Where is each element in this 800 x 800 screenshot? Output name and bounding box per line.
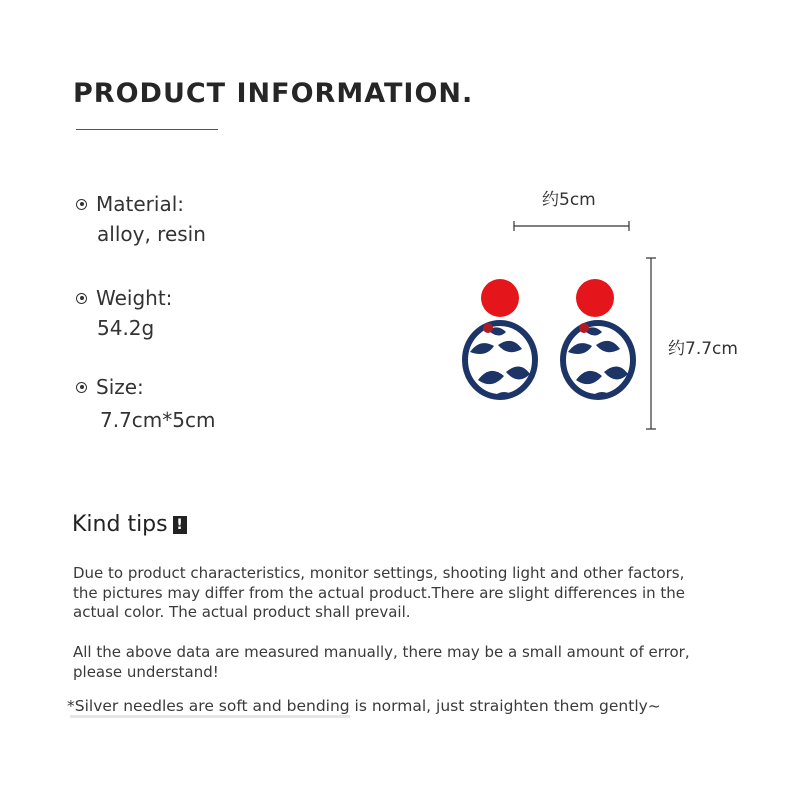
height-dimension-label: 约7.7cm [668, 339, 738, 359]
spec-material-label: Material: [96, 192, 184, 216]
red-stud [481, 279, 519, 317]
red-stud [576, 279, 614, 317]
exclamation-icon: ! [173, 516, 187, 534]
bullet-icon [76, 293, 87, 304]
kind-tips-text: Kind tips [72, 512, 168, 537]
red-accent [483, 323, 493, 333]
spec-weight-value: 54.2g [97, 316, 155, 340]
spec-size [76, 372, 216, 438]
spec-weight-label: Weight: [96, 286, 173, 310]
bullet-icon [76, 382, 87, 393]
footnote-highlight [70, 715, 350, 718]
kind-tips-heading [72, 512, 187, 537]
spec-material-value: alloy, resin [97, 222, 206, 246]
title-divider [76, 129, 218, 130]
tip-paragraph-2: All the above data are measured manually, there may be a small amount of error, please understand! [73, 643, 690, 681]
width-dimension-label: 约5cm [542, 190, 596, 210]
height-dimension-line [646, 258, 656, 429]
red-accent [579, 323, 589, 333]
left-earring [465, 279, 535, 399]
bullet-icon [76, 199, 87, 210]
spec-size-value: 7.7cm*5cm [100, 408, 216, 432]
spec-material [76, 189, 206, 249]
footnote: *Silver needles are soft and bending is normal, just straighten them gently~ [67, 697, 661, 715]
page-title: PRODUCT INFORMATION. [73, 78, 474, 109]
spec-size-label: Size: [96, 375, 144, 399]
right-earring [563, 279, 633, 399]
width-dimension-line [514, 221, 629, 231]
tip-paragraph-1: Due to product characteristics, monitor settings, shooting light and other factors, the pictures may differ from the actual product.There are slight differences in the actual color. The actual product shall prevail. [73, 564, 685, 621]
spec-weight [76, 283, 172, 343]
product-image [455, 210, 675, 440]
